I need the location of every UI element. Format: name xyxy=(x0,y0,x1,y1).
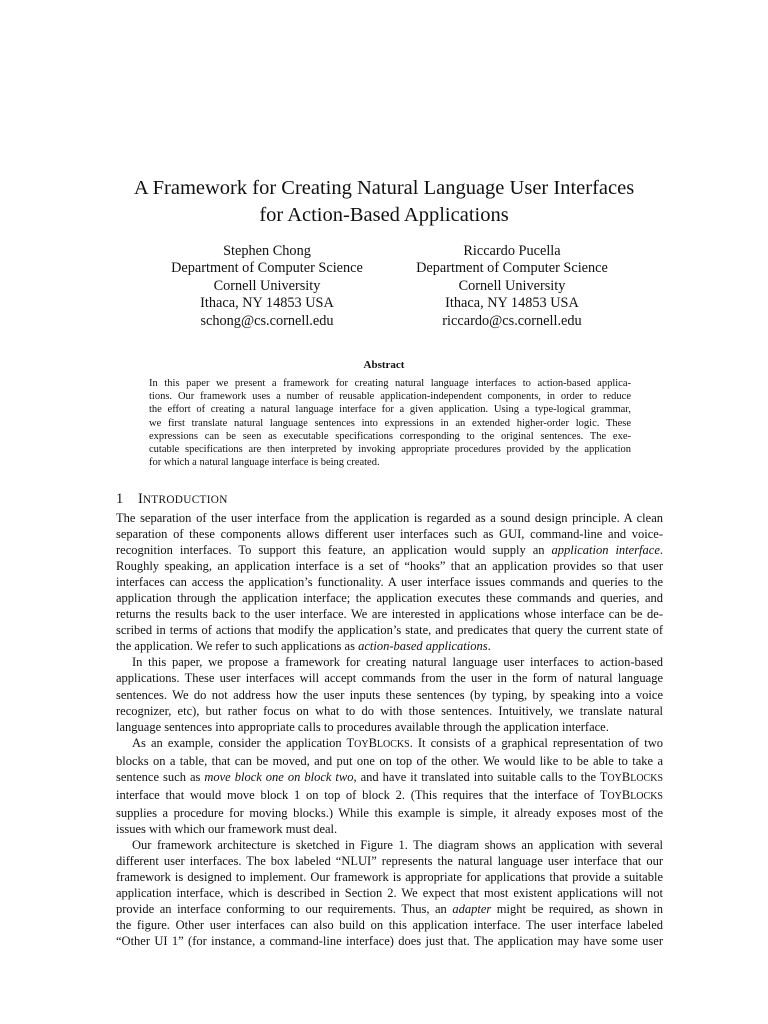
text-span: the application. We refer to such applications as xyxy=(116,639,359,654)
text-span: interface that would move block 1 on top of block 2. (This requires that the interface of xyxy=(116,787,600,802)
paper-title xyxy=(0,175,768,229)
section-title-rest: NTRODUCTION xyxy=(142,494,228,506)
title-line: for Action-Based Applications xyxy=(259,204,509,226)
emphasis: adapter xyxy=(452,902,492,917)
body-line xyxy=(116,901,663,917)
text-span: might be required, as shown in xyxy=(491,902,663,917)
author-name: Riccardo Pucella xyxy=(463,243,561,259)
body-line: framework is designed to implement. Our framework is appropriate for applications that provide a suitable xyxy=(116,870,663,885)
body-line: issues with which our framework must deal. xyxy=(116,821,338,836)
text-span: As an example, consider the application xyxy=(132,735,347,750)
body-line: supplies a procedure for moving blocks.) While this example is simple, it already exposes most of the xyxy=(116,805,663,820)
body-line xyxy=(116,769,663,787)
toyblocks-name xyxy=(346,736,409,750)
text-span: . It consists of a graphical representation of two xyxy=(409,735,663,750)
abstract-line: for which a natural language interface is being created. xyxy=(149,457,380,469)
text-span: , and have it translated into suitable calls to the xyxy=(353,769,600,784)
emphasis: action-based applications xyxy=(358,639,488,654)
author-block-pucella xyxy=(382,243,642,330)
body-line: separation of these components allows different user interfaces such as GUI, command-line and voice- xyxy=(116,527,663,542)
body-line: The separation of the user interface from the application is regarded as a sound design principle. A clean xyxy=(116,511,663,525)
body-line: Roughly speaking, an application interface is a set of “hooks” that an application provides so that user xyxy=(116,559,663,574)
section-title-initial: I xyxy=(138,491,143,507)
text-span: OY xyxy=(607,790,622,802)
text-span: sentence such as xyxy=(116,769,205,784)
abstract-line: tions. Our framework uses a number of reusable application-independent components, in order to reduce xyxy=(149,391,631,403)
toyblocks-name xyxy=(600,788,663,802)
body-line: application interface, which is described in Section 2. We expect that most existent applications will not xyxy=(116,886,663,901)
body-line: the figure. Other user interfaces can also build on this application interface. The user interface labeled xyxy=(116,918,663,933)
emphasis: move block one on block two xyxy=(204,769,354,784)
body-line: scribed in terms of actions that modify the application’s state, and predicates that query the current state of xyxy=(116,623,663,638)
body-line: interfaces can access the application’s functionality. A user interface issues commands and queries to the xyxy=(116,575,663,590)
author-name: Stephen Chong xyxy=(223,243,311,259)
body-line: applications. These user interfaces will accept commands from the user in the form of natural language xyxy=(116,671,663,686)
body-line xyxy=(116,735,663,753)
text-span: B xyxy=(621,787,631,802)
text-span: OY xyxy=(607,772,622,784)
abstract-heading: Abstract xyxy=(363,359,405,371)
body-line xyxy=(116,542,663,558)
text-span: . xyxy=(487,639,491,654)
text-span: LOCKS xyxy=(630,790,663,802)
section-heading xyxy=(116,490,228,509)
title-line: A Framework for Creating Natural Language User Interfaces xyxy=(133,177,635,199)
text-span: T xyxy=(599,769,608,784)
text-span: B xyxy=(621,769,631,784)
author-institution: Cornell University xyxy=(213,277,321,294)
abstract-line: expressions can be seen as executable specifications corresponding to the original sentences. The exe- xyxy=(149,430,631,442)
abstract-line: we first translate natural language sentences into expressions in an extended higher-order logic. These xyxy=(149,417,631,429)
text-span: LOCKS xyxy=(376,738,410,750)
body-line: application through the application interface; the application executes these commands and queries, and xyxy=(116,591,663,606)
section-number: 1 xyxy=(116,491,124,507)
author-department: Department of Computer Science xyxy=(171,260,363,277)
author-address: Ithaca, NY 14853 USA xyxy=(445,295,579,312)
author-institution: Cornell University xyxy=(458,277,566,294)
toyblocks-name xyxy=(600,770,663,784)
body-line xyxy=(116,638,663,654)
emphasis: application interface xyxy=(551,543,660,558)
text-span: B xyxy=(368,735,377,750)
body-line: language sentences into appropriate calls to procedures available through the application interface. xyxy=(116,719,609,734)
text-span: recognition interfaces. To support this feature, an application would supply an xyxy=(116,543,552,558)
text-span: T xyxy=(346,735,355,750)
text-span: LOCKS xyxy=(630,772,664,784)
body-line: different user interfaces. The box labeled “NLUI” represents the natural language user interface that our xyxy=(116,853,663,868)
abstract-line: In this paper we present a framework for creating natural language interfaces to action-based applica- xyxy=(149,378,631,389)
text-span: provide an interface conforming to our requirements. Thus, an xyxy=(116,902,453,917)
text-span: . xyxy=(659,543,663,558)
author-email: riccardo@cs.cornell.edu xyxy=(442,312,582,329)
body-line: returns the results back to the user interface. We are interested in applications whose interface can be de- xyxy=(116,607,663,622)
body-line: blocks on a table, that can be moved, and put one on top of the other. We would like to be able to take a xyxy=(116,753,663,768)
text-span: OY xyxy=(354,738,369,750)
body-line: recognizer, etc), but rather focus on what to do with those sentences. Intuitively, we translate natural xyxy=(116,703,663,718)
body-line: “Other UI 1” (for instance, a command-line interface) does just that. The application may have some user xyxy=(116,934,663,949)
abstract-line: the effort of creating a natural language interface for a given application. Using a type-logical grammar, xyxy=(149,404,631,416)
body-line xyxy=(116,787,663,805)
author-department: Department of Computer Science xyxy=(416,260,608,277)
body-line: In this paper, we propose a framework for creating natural language user interfaces to action-based xyxy=(132,655,663,670)
abstract-line: cutable specifications are then interpreted by invoking appropriate procedures provided by the application xyxy=(149,444,631,456)
body-text xyxy=(116,510,663,949)
body-line: sentences. We do not address how the user inputs these sentences (by typing, by speaking into a voice xyxy=(116,687,663,702)
text-span: T xyxy=(599,787,608,802)
body-line: Our framework architecture is sketched in Figure 1. The diagram shows an application with several xyxy=(132,837,663,852)
author-address: Ithaca, NY 14853 USA xyxy=(200,295,334,312)
author-email: schong@cs.cornell.edu xyxy=(200,312,334,329)
author-block-chong xyxy=(137,243,397,330)
abstract-body xyxy=(149,377,631,469)
